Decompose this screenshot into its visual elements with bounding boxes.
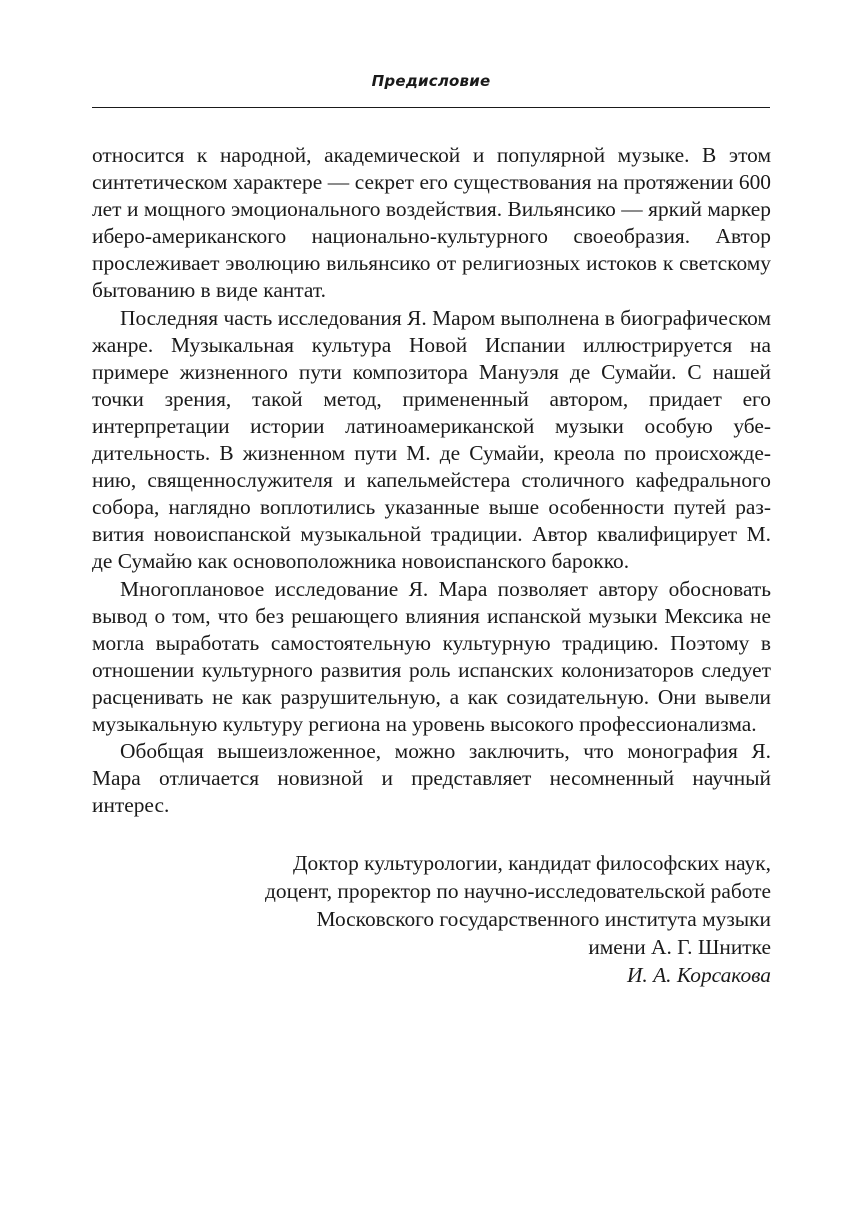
signature-degree: Доктор культурологии, кандидат философских наук, xyxy=(292,851,771,875)
signature-position: доцент, проректор по научно-исследовательской работе xyxy=(265,879,771,903)
signature-block xyxy=(92,849,771,989)
body-text xyxy=(92,142,771,819)
paragraph: Многоплановое исследование Я. Мара позволяет автору обосновать вывод о том, что без решающего влияния испанской музыки Мексика не могла выработать самостоятельную культурную традицию. Поэтому в отношении культурного развития роль испанских колонизаторов следует расценивать не как разрушительную, а как созидательную. Они вывели музыкальную культуру региона на уровень высокого профессионализма. xyxy=(92,576,771,736)
signature-institution: Московского государственного института музыки xyxy=(316,907,771,931)
signature-institution-name: имени А. Г. Шнитке xyxy=(588,935,771,959)
header-rule xyxy=(92,107,770,108)
paragraph: Последняя часть исследования Я. Маром выполнена в биографическом жанре. Музыкальная культура Новой Испании иллюстрируется на примере жизненного пути композитора Мануэля де Сумайи. С нашей точки зрения, такой метод, примененный автором, придает его интерпретации истории латиноамериканской музыки особую убедительность. В жизненном пути М. де Сумайи, креола по происхождению, священнослужителя и капельмейстера столичного кафедрального собора, наглядно воплотились указанные выше особенности путей развития новоиспанской музыкальной традиции. Автор квалифицирует М. де Сумайю как основоположника новоиспанского барокко. xyxy=(92,305,771,574)
signature-author-name: И. А. Корсакова xyxy=(626,963,771,987)
paragraph-continuation: относится к народной, академической и популярной музыке. В этом синтетическом характере — секрет его существования на протяжении 600 лет и мощного эмоционального воздействия. Вильянсико — яркий маркер иберо-американского национально-культурного своеобразия. Автор прослеживает эволюцию вильянсико от религиозных истоков к светскому бытованию в виде кантат. xyxy=(92,143,771,303)
running-head: Предисловие xyxy=(371,72,491,90)
paragraph: Обобщая вышеизложенное, можно заключить, что монография Я. Мара отличается новизной и представляет несомненный научный интерес. xyxy=(92,739,771,818)
